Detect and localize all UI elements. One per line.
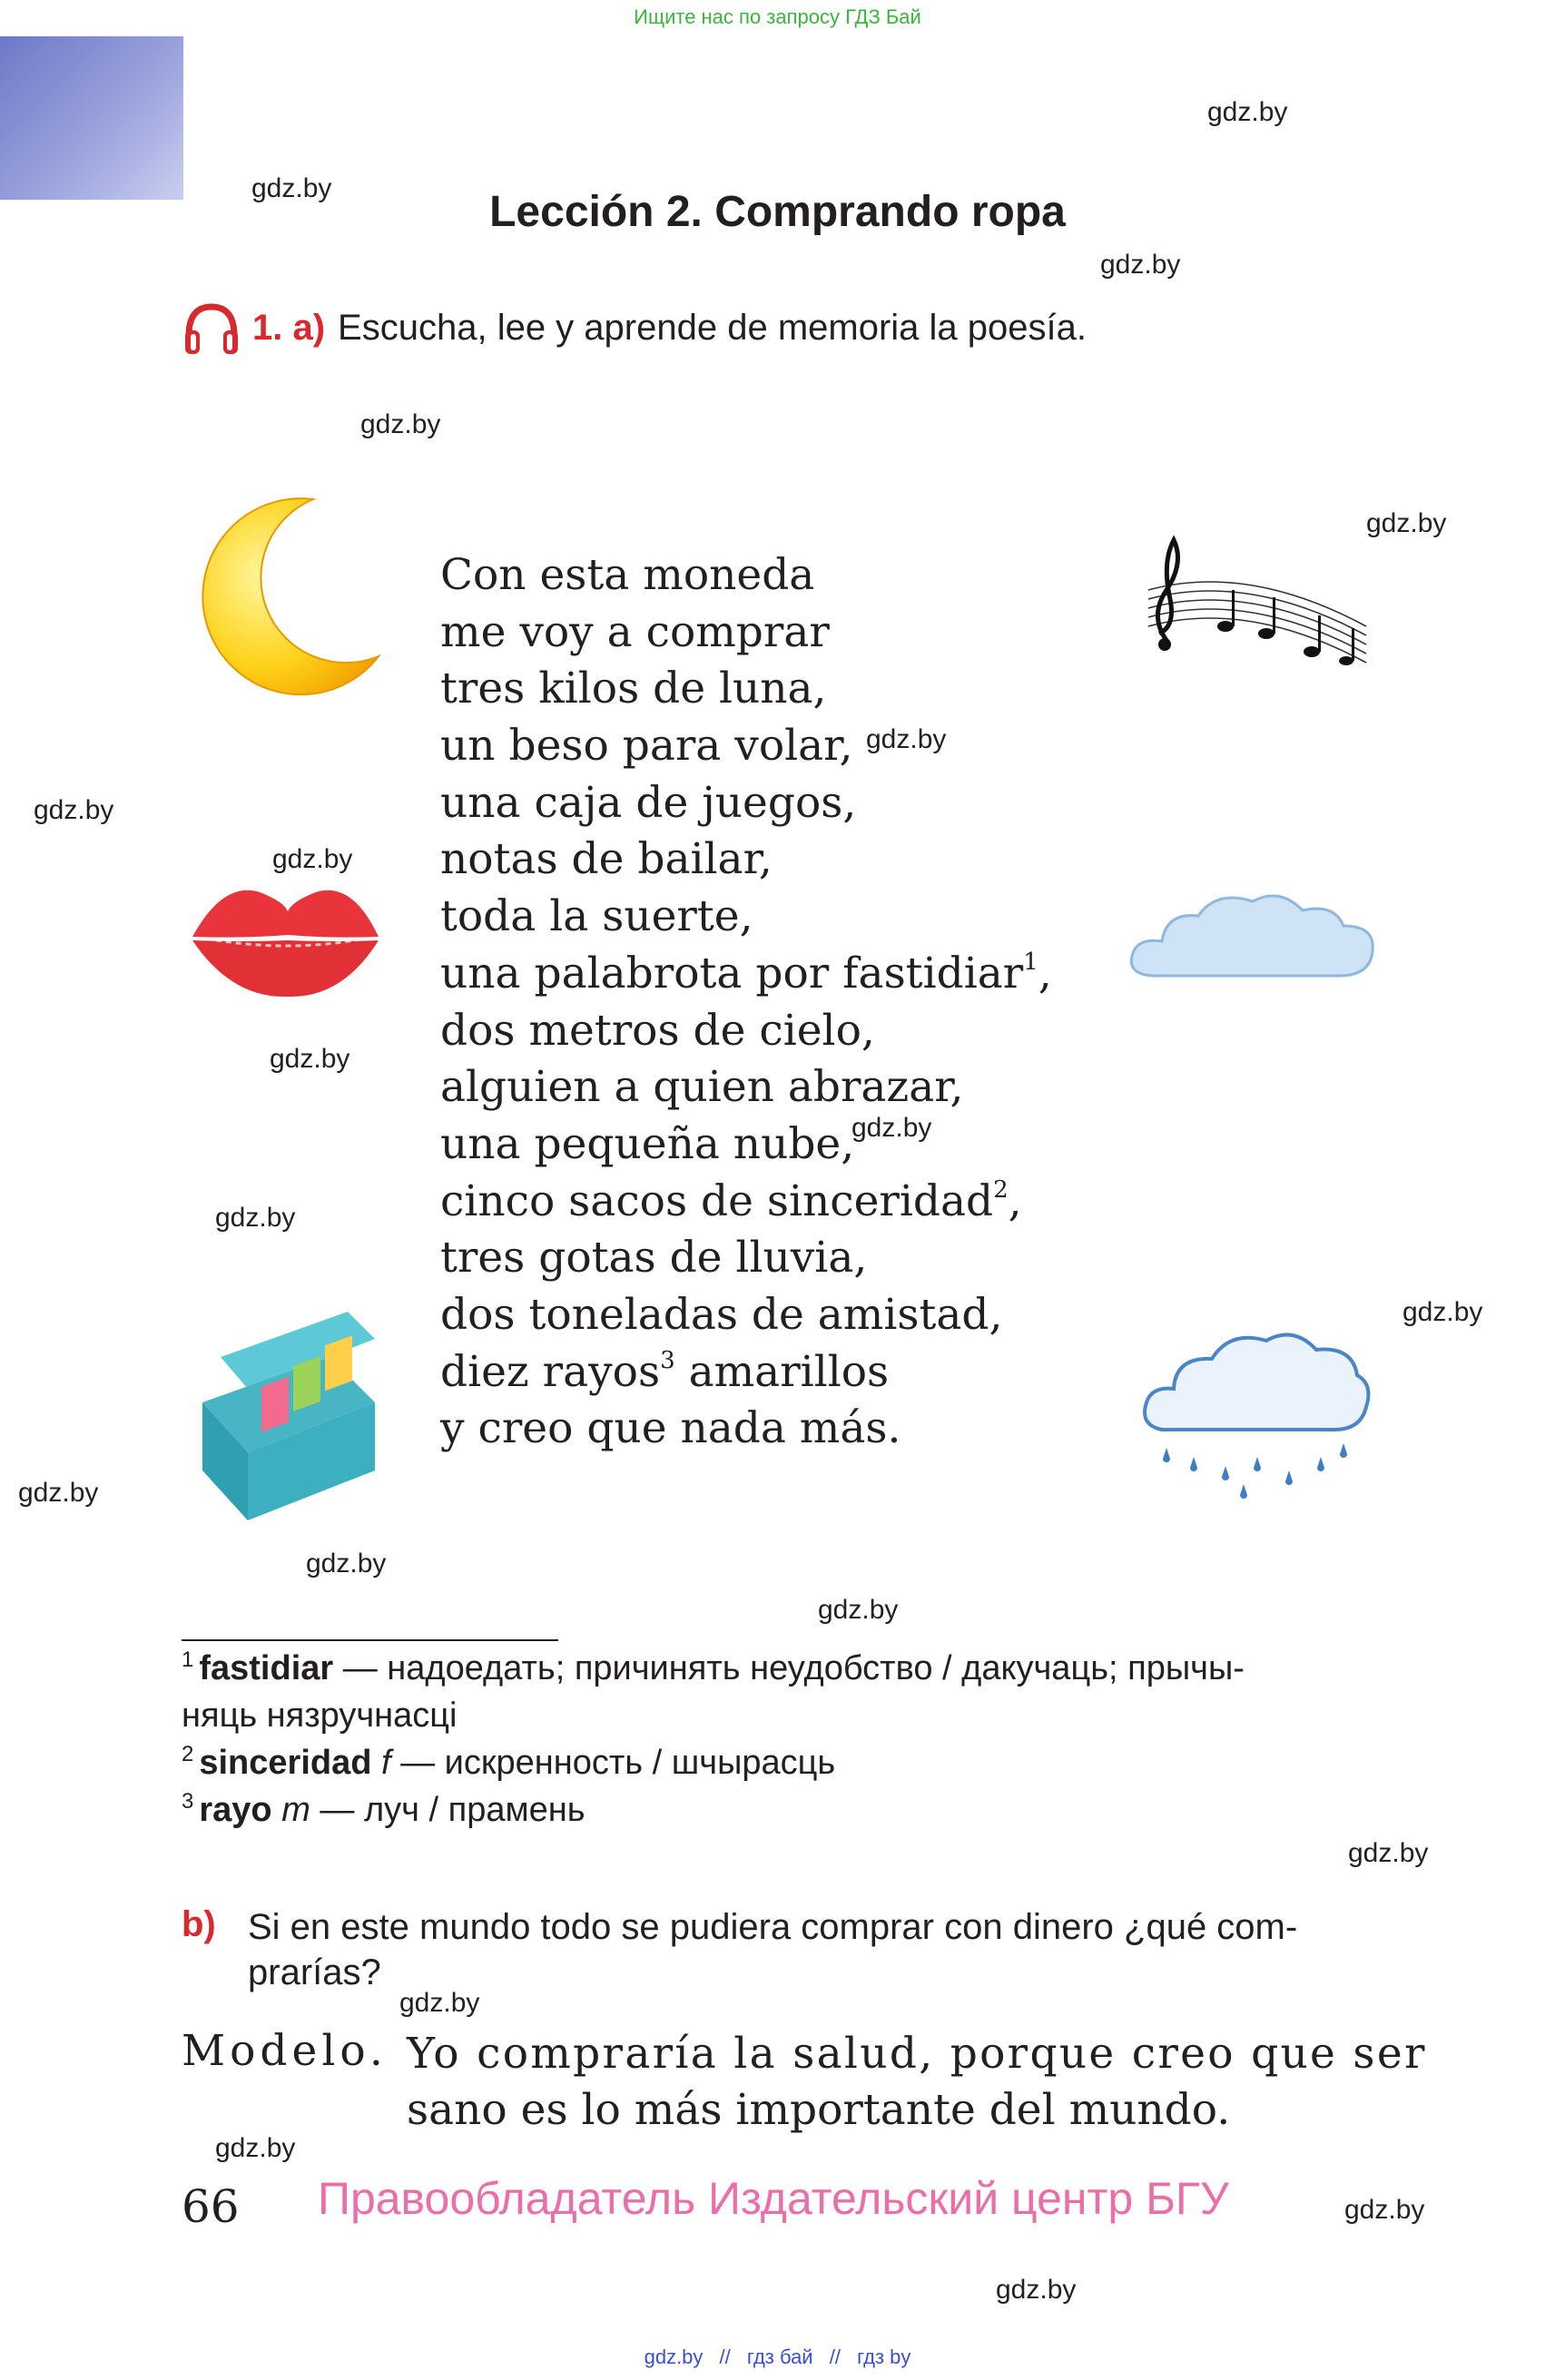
bottom-link[interactable]: гдз бай: [746, 2346, 813, 2368]
headphones-icon: [182, 300, 241, 356]
poem-line-text: diez rayos: [440, 1346, 661, 1397]
footnote-term: sinceridad: [199, 1744, 372, 1782]
poem-line-text: tres gotas de lluvia,: [440, 1233, 868, 1283]
watermark: gdz.by: [360, 409, 441, 439]
footnote-definition: — надоедать; причинять неудобство / дакучаць; прычы-: [342, 1649, 1245, 1687]
watermark: gdz.by: [1366, 508, 1447, 538]
page-number: 66: [182, 2180, 240, 2233]
top-banner[interactable]: Ищите нас по запросу ГДЗ Бай: [634, 5, 921, 28]
publisher-notice: Правообладатель Издательский центр БГУ: [318, 2173, 1229, 2224]
corner-decoration: [0, 36, 183, 200]
poem-line-tail: ,: [1038, 948, 1052, 998]
poem-line: [440, 661, 1052, 718]
poem-line: [440, 1287, 1052, 1344]
watermark: gdz.by: [270, 1044, 350, 1074]
rain-cloud-image: [1139, 1321, 1371, 1502]
footnote-1: [182, 1645, 1398, 1739]
footnote-term: fastidiar: [199, 1649, 334, 1687]
poem-line: [440, 1059, 1052, 1116]
poem-line-text: un beso para volar,: [440, 721, 853, 772]
poem-line: [440, 605, 1052, 662]
poem-line-text: tres kilos de luna,: [440, 664, 827, 714]
watermark: gdz.by: [818, 1595, 899, 1625]
bottom-link[interactable]: gdz.by: [644, 2346, 704, 2368]
poem-line-text: Con esta moneda: [440, 550, 815, 600]
poem-line: [440, 1344, 1052, 1401]
model-text: [407, 2026, 1427, 2139]
poem-line: [440, 1230, 1052, 1287]
footnote-number: 2: [182, 1742, 194, 1766]
poem-line-text: me voy a comprar: [440, 606, 830, 657]
watermark: gdz.by: [1344, 2195, 1425, 2225]
poem-line-text: dos toneladas de amistad,: [440, 1289, 1003, 1340]
footnote-term: rayo: [199, 1791, 272, 1829]
poem-line-text: toda la suerte,: [440, 891, 753, 942]
lesson-title: Lección 2. Comprando ropa: [489, 188, 1066, 236]
watermark: gdz.by: [251, 173, 332, 203]
poem-line-text: alguien a quien abrazar,: [440, 1062, 964, 1113]
poem-line: [440, 1174, 1052, 1231]
poem-line-text: y creo que nada más.: [440, 1403, 901, 1454]
poem-line-text: notas de bailar,: [440, 834, 773, 885]
poem-line-text: cinco sacos de sinceridad: [440, 1175, 994, 1226]
footnote-number: 1: [182, 1647, 194, 1672]
task-b-line: prarías?: [248, 1952, 381, 1992]
watermark: gdz.by: [851, 1113, 932, 1143]
watermark: gdz.by: [996, 2275, 1077, 2305]
poem-line-text: dos metros de cielo,: [440, 1005, 875, 1056]
task-instruction: Escucha, lee y aprende de memoria la poesía.: [338, 307, 1087, 348]
footnote-definition: — луч / прамень: [320, 1791, 586, 1829]
watermark: gdz.by: [18, 1478, 99, 1508]
footnote-ref[interactable]: 1: [1023, 948, 1038, 976]
cloud-image: [1126, 885, 1380, 994]
poem-line: [440, 1401, 1052, 1458]
watermark: gdz.by: [272, 844, 353, 874]
footnote-2: [182, 1739, 1398, 1786]
footnote-gender: m: [281, 1791, 310, 1829]
task-1a: [182, 300, 1087, 356]
bottom-links: [0, 2346, 1555, 2369]
footnote-ref[interactable]: 3: [660, 1346, 675, 1374]
model-label: Modelo.: [182, 2026, 388, 2076]
toy-box-image: [193, 1303, 389, 1525]
task-b-text: [248, 1904, 1392, 1995]
poem-line-text: una caja de juegos,: [440, 777, 857, 828]
watermark: gdz.by: [215, 1203, 296, 1233]
watermark: gdz.by: [215, 2133, 296, 2163]
footnote-3: [182, 1786, 1398, 1834]
footnote-divider: [182, 1639, 558, 1641]
poem-line-tail: amarillos: [674, 1346, 890, 1397]
poem-line-text: una palabrota por fastidiar: [440, 948, 1024, 998]
poem-line: [440, 718, 1052, 775]
poem-line: [440, 831, 1052, 889]
poem-line-tail: ,: [1008, 1175, 1022, 1226]
poem-line: [440, 946, 1052, 1003]
watermark: gdz.by: [1348, 1838, 1429, 1868]
poem-line-text: una pequeña nube,: [440, 1118, 855, 1169]
task-b-label: b): [182, 1904, 216, 1944]
watermark: gdz.by: [399, 1988, 480, 2018]
poem-line: [440, 775, 1052, 832]
watermark: gdz.by: [1100, 250, 1181, 280]
link-separator: //: [829, 2346, 841, 2368]
watermark: gdz.by: [1402, 1297, 1483, 1327]
poem-line: [440, 889, 1052, 946]
footnote-ref[interactable]: 2: [993, 1175, 1009, 1204]
model-line: sano es lo más importante del mundo.: [407, 2085, 1231, 2135]
link-separator: //: [719, 2346, 731, 2368]
task-number: 1. a): [252, 307, 326, 348]
footnote-continuation: няць нязручнасці: [182, 1696, 458, 1735]
footnote-definition: — искренность / шчырасць: [400, 1744, 836, 1782]
watermark: gdz.by: [306, 1549, 387, 1578]
bottom-link[interactable]: гдз by: [857, 2346, 911, 2368]
watermark: gdz.by: [1207, 97, 1288, 127]
crescent-moon-image: [186, 495, 386, 699]
music-notes-image: [1139, 526, 1371, 690]
poem-line: [440, 1003, 1052, 1060]
lips-kiss-image: [188, 871, 383, 1003]
watermark: gdz.by: [34, 795, 114, 825]
poem: [440, 547, 1052, 1458]
footnote-gender: f: [381, 1744, 391, 1782]
watermark: gdz.by: [866, 724, 947, 754]
model-line: Yo compraría la salud, porque creo que ser: [407, 2029, 1427, 2079]
poem-line: [440, 1116, 1052, 1174]
footnote-number: 3: [182, 1789, 194, 1814]
poem-line: [440, 547, 1052, 605]
task-b-line: Si en este mundo todo se pudiera comprar con dinero ¿qué com-: [248, 1907, 1298, 1947]
